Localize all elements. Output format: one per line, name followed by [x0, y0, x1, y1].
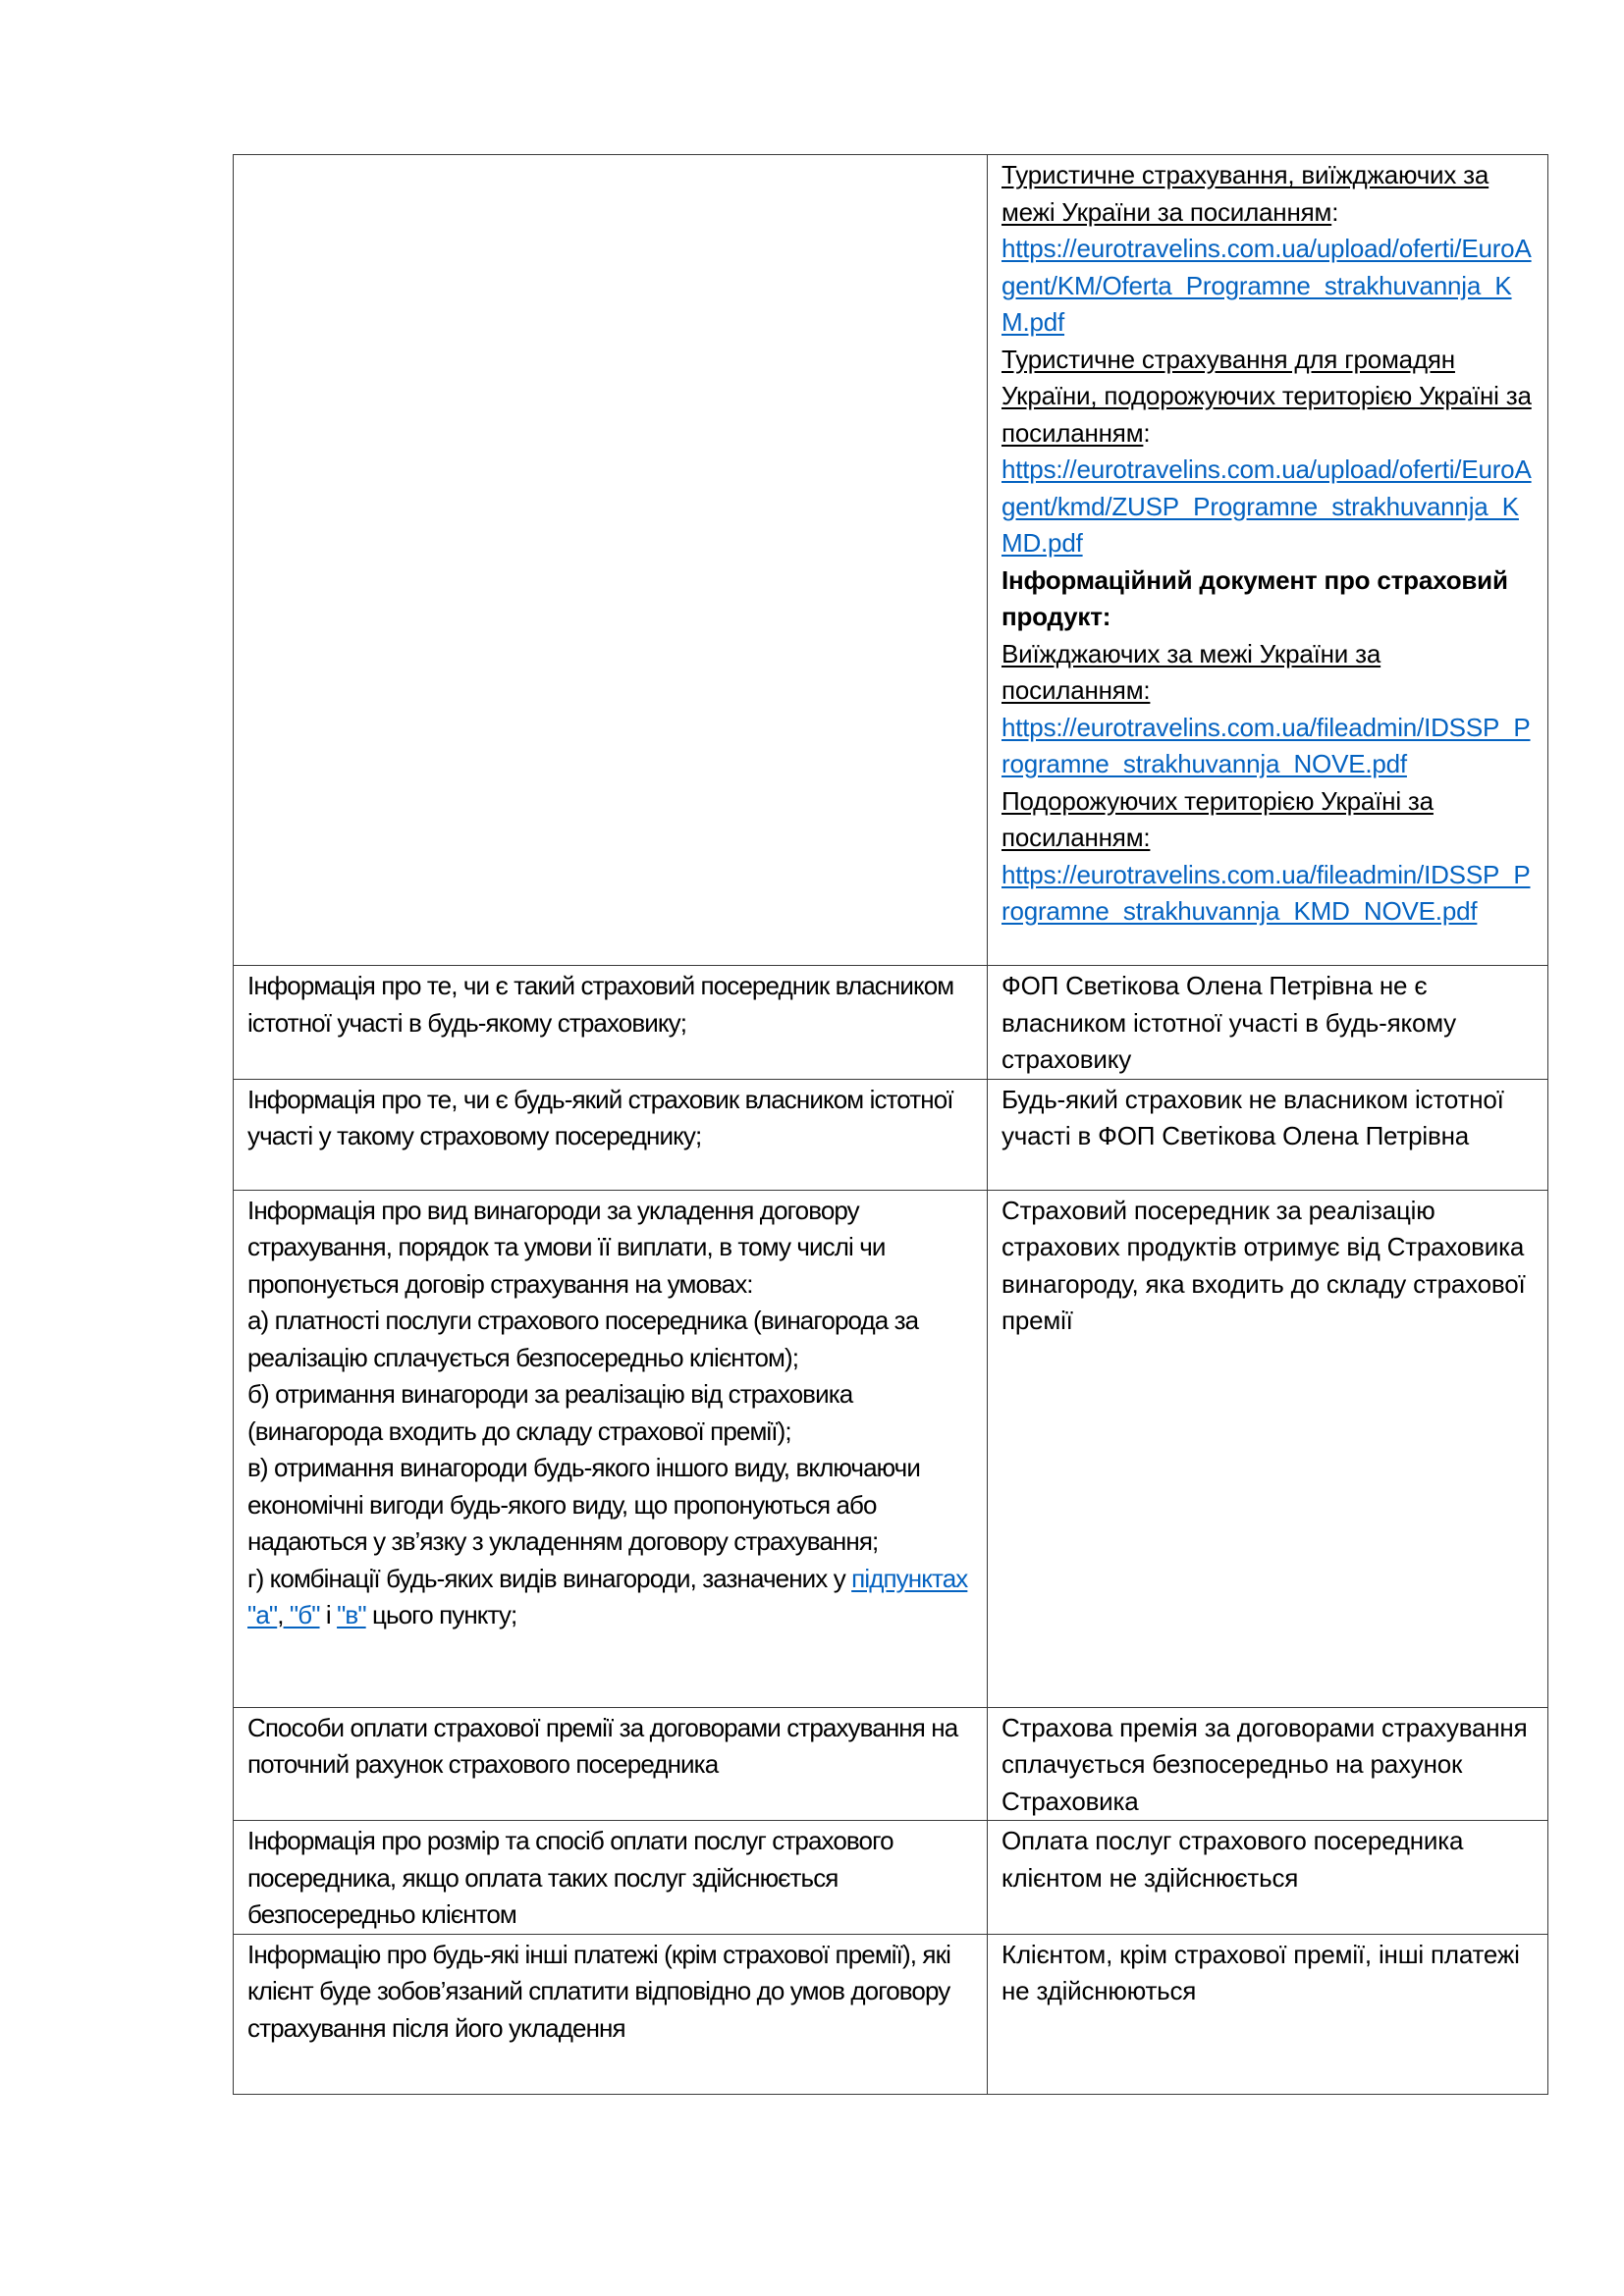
colon: :	[1143, 417, 1151, 448]
ids-outbound-link[interactable]: https://eurotravelins.com.ua/fileadmin/IDSSP_Programne_strakhuvannja_NOVE.pdf	[1001, 712, 1531, 778]
ids-outbound-label: Виїжджаючих за межі України за посиланням:	[1001, 638, 1381, 705]
table-row-service-fee	[234, 1821, 1548, 1935]
answer-text: Будь-який страховик не власником істотної участі в ФОП Светікова Олена Петрівна	[1001, 1084, 1504, 1150]
intermediary-info-table	[233, 154, 1548, 2095]
table-cell-question	[234, 966, 988, 1080]
remuneration-option-g	[247, 1561, 973, 1634]
question-text: Інформація про те, чи є будь-який страховик власником істотної участі у такому страховому посереднику;	[247, 1084, 953, 1150]
question-text: Інформацію про будь-які інші платежі (крім страхової премії), які клієнт буде зобов’язаний сплатити відповідно до умов договору страхування після його укладення	[247, 1939, 950, 2043]
table-cell-answer	[988, 1821, 1548, 1935]
table-row-premium-payment-methods	[234, 1707, 1548, 1821]
option-g-suffix: цього пункту;	[365, 1600, 517, 1629]
table-row-remuneration	[234, 1190, 1548, 1707]
subparagraph-a-link[interactable]: підпунктах "а"	[247, 1563, 968, 1629]
subparagraph-v-link[interactable]: "в"	[337, 1600, 366, 1629]
offer-domestic-label: Туристичне страхування для громадян України, подорожуючих територією Україні за посиланням	[1001, 344, 1532, 448]
table-cell-answer	[988, 966, 1548, 1080]
question-text: Інформація про розмір та спосіб оплати послуг страхового посередника, якщо оплата таких послуг здійснюється безпосередньо клієнтом	[247, 1826, 893, 1929]
table-cell-answer	[988, 1934, 1548, 2094]
table-row-product-documents	[234, 155, 1548, 966]
table-row-intermediary-ownership	[234, 966, 1548, 1080]
table-cell-answer	[988, 1190, 1548, 1707]
table-cell-left-empty	[234, 155, 988, 966]
offer-outbound-label: Туристичне страхування, виїжджаючих за межі України за посиланням	[1001, 160, 1489, 227]
table-cell-product-links	[988, 155, 1548, 966]
separator: і	[319, 1600, 338, 1629]
table-cell-question	[234, 1934, 988, 2094]
colon: :	[1331, 196, 1339, 227]
table-cell-question	[234, 1079, 988, 1190]
table-cell-question	[234, 1821, 988, 1935]
subparagraph-b-link[interactable]: "б"	[283, 1600, 320, 1629]
answer-text: ФОП Светікова Олена Петрівна не є власником істотної участі в будь-якому страховику	[1001, 971, 1456, 1074]
ids-domestic-label: Подорожуючих територією Україні за посиланням:	[1001, 785, 1434, 852]
table-row-insurer-ownership	[234, 1079, 1548, 1190]
answer-text: Клієнтом, крім страхової премії, інші платежі не здійснюються	[1001, 1939, 1520, 2005]
answer-text: Страховий посередник за реалізацію страхових продуктів отримує від Страховика винагороду, яка входить до складу страхової премії	[1001, 1195, 1526, 1335]
remuneration-option-v: в) отримання винагороди будь-якого іншого виду, включаючи економічні вигоди будь-якого виду, що пропонуються або надаються у зв’язку з укладенням договору страхування;	[247, 1453, 920, 1556]
answer-text: Страхова премія за договорами страхування сплачується безпосередньо на рахунок Страховика	[1001, 1712, 1528, 1816]
offer-domestic-link[interactable]: https://eurotravelins.com.ua/upload/oferti/EuroAgent/kmd/ZUSP_Programne_strakhuvannja_KMD.pdf	[1001, 454, 1532, 558]
question-text: Способи оплати страхової премії за договорами страхування на поточний рахунок страхового посередника	[247, 1712, 958, 1779]
separator: ,	[277, 1600, 284, 1629]
table-cell-answer	[988, 1707, 1548, 1821]
remuneration-option-b: б) отримання винагороди за реалізацію від страховика (винагорода входить до складу страхової премії);	[247, 1379, 853, 1446]
ids-domestic-link[interactable]: https://eurotravelins.com.ua/fileadmin/IDSSP_Programne_strakhuvannja_KMD_NOVE.pdf	[1001, 859, 1531, 926]
table-row-other-payments	[234, 1934, 1548, 2094]
table-cell-question	[234, 1190, 988, 1707]
question-text: Інформація про те, чи є такий страховий посередник власником істотної участі в будь-якому страховику;	[247, 971, 954, 1038]
offer-outbound-link[interactable]: https://eurotravelins.com.ua/upload/oferti/EuroAgent/KM/Oferta_Programne_strakhuvannja_KM.pdf	[1001, 234, 1532, 337]
answer-text: Оплата послуг страхового посередника клієнтом не здійснюється	[1001, 1826, 1464, 1893]
remuneration-intro: Інформація про вид винагороди за укладення договору страхування, порядок та умови її виплати, в тому числі чи пропонується договір страхування на умовах:	[247, 1195, 886, 1299]
ids-heading: Інформаційний документ про страховий продукт:	[1001, 564, 1508, 631]
option-g-prefix: г) комбінації будь-яких видів винагороди, зазначених у	[247, 1563, 852, 1593]
table-cell-answer	[988, 1079, 1548, 1190]
remuneration-option-a: а) платності послуги страхового посередника (винагорода за реалізацію сплачується безпосередньо клієнтом);	[247, 1306, 919, 1372]
table-cell-question	[234, 1707, 988, 1821]
